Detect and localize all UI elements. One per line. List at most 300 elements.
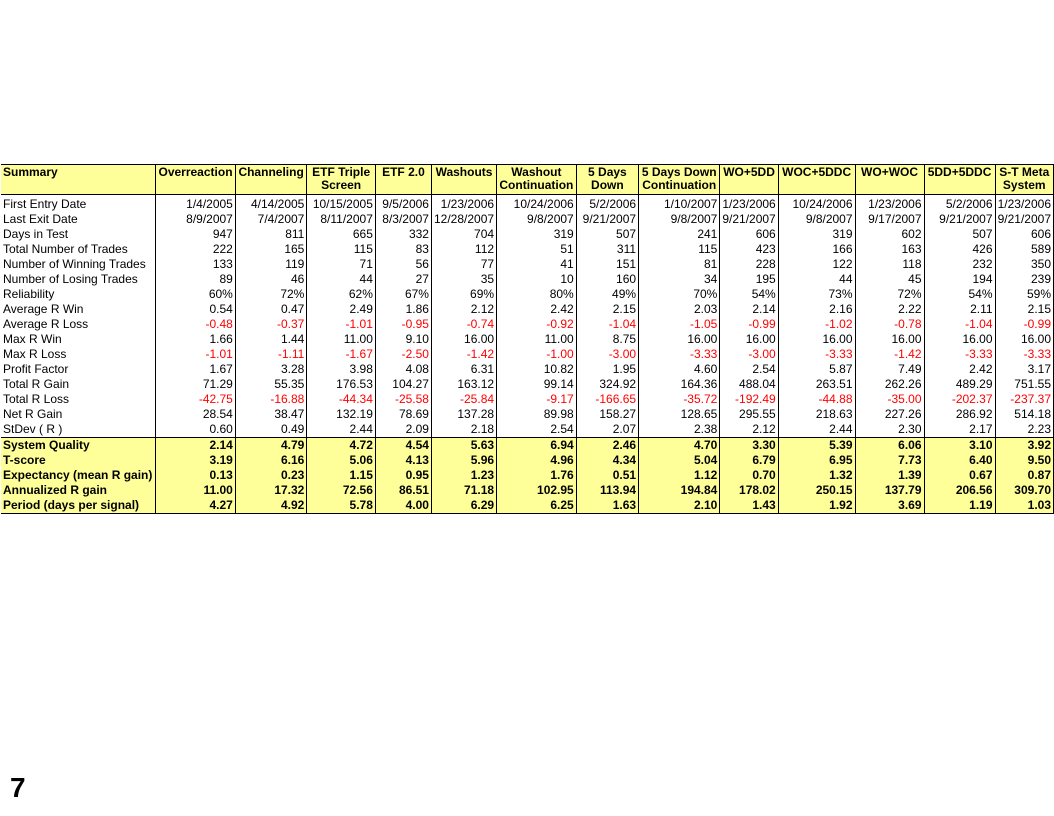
- metric-value: 1.23: [431, 468, 496, 483]
- metric-value: 311: [576, 242, 638, 257]
- metric-value: 113.94: [576, 483, 638, 498]
- metric-value: -3.33: [778, 347, 855, 362]
- metric-value: -16.88: [235, 392, 307, 407]
- metric-value: 4.72: [307, 438, 376, 454]
- column-header: [497, 165, 577, 195]
- metric-value: 55.35: [235, 377, 307, 392]
- metric-value: 5.04: [639, 453, 720, 468]
- metric-value: 165: [235, 242, 307, 257]
- metric-value: 488.04: [720, 377, 778, 392]
- metric-value: 1.12: [639, 468, 720, 483]
- metric-value: -166.65: [576, 392, 638, 407]
- metric-value: 1/23/2006: [995, 195, 1053, 213]
- metric-value: 77: [431, 257, 496, 272]
- metric-value: 1/23/2006: [855, 195, 924, 213]
- metric-value: 54%: [720, 287, 778, 302]
- metric-value: 9/8/2007: [639, 212, 720, 227]
- metric-value: 228: [720, 257, 778, 272]
- metric-label: Max R Loss: [1, 347, 156, 362]
- metric-value: 1.76: [497, 468, 577, 483]
- metric-value: 12/28/2007: [431, 212, 496, 227]
- metric-value: 164.36: [639, 377, 720, 392]
- metric-value: 9/5/2006: [375, 195, 431, 213]
- metric-value: -1.04: [924, 317, 995, 332]
- metric-value: 118: [855, 257, 924, 272]
- metric-value: 606: [720, 227, 778, 242]
- metric-value: 5.06: [307, 453, 376, 468]
- column-header-line: Overreaction: [158, 165, 233, 179]
- metric-value: 423: [720, 242, 778, 257]
- metric-value: 16.00: [924, 332, 995, 347]
- metric-value: 112: [431, 242, 496, 257]
- metric-value: -25.84: [431, 392, 496, 407]
- metric-value: 44: [307, 272, 376, 287]
- metric-label: Days in Test: [1, 227, 156, 242]
- metric-value: 4.34: [576, 453, 638, 468]
- column-header: [778, 165, 855, 195]
- metric-value: 72.56: [307, 483, 376, 498]
- metric-value: 163: [855, 242, 924, 257]
- metric-value: 2.15: [995, 302, 1053, 317]
- metric-value: 324.92: [576, 377, 638, 392]
- metric-value: -0.92: [497, 317, 577, 332]
- metric-value: 1/23/2006: [431, 195, 496, 213]
- metric-value: -25.58: [375, 392, 431, 407]
- metric-value: 232: [924, 257, 995, 272]
- metric-value: 751.55: [995, 377, 1053, 392]
- column-header-line: System: [1002, 178, 1046, 192]
- metric-value: -3.33: [995, 347, 1053, 362]
- metric-value: 2.46: [576, 438, 638, 454]
- metric-value: 3.19: [156, 453, 236, 468]
- metric-value: 71.18: [431, 483, 496, 498]
- metric-value: 44: [778, 272, 855, 287]
- table-body: [1, 195, 1054, 514]
- metric-value: -1.04: [576, 317, 638, 332]
- metric-row: [1, 242, 1054, 257]
- metric-value: -44.88: [778, 392, 855, 407]
- metric-value: 6.25: [497, 498, 577, 514]
- metric-label: Max R Win: [1, 332, 156, 347]
- metric-value: 115: [639, 242, 720, 257]
- metric-value: -3.00: [720, 347, 778, 362]
- metric-value: -1.01: [307, 317, 376, 332]
- metric-value: 16.00: [639, 332, 720, 347]
- metric-value: 160: [576, 272, 638, 287]
- metric-value: -0.78: [855, 317, 924, 332]
- metric-value: -0.37: [235, 317, 307, 332]
- metric-value: 72%: [235, 287, 307, 302]
- metric-value: 507: [924, 227, 995, 242]
- column-header-line: Down: [591, 178, 624, 192]
- metric-value: 9/8/2007: [778, 212, 855, 227]
- column-header-line: WO+5DD: [723, 165, 775, 179]
- metric-value: -1.42: [431, 347, 496, 362]
- column-header-line: Continuation: [642, 178, 717, 192]
- metric-value: 2.42: [497, 302, 577, 317]
- metric-label: Total R Loss: [1, 392, 156, 407]
- metric-value: 17.32: [235, 483, 307, 498]
- metric-label: Annualized R gain: [1, 483, 156, 498]
- metric-value: 606: [995, 227, 1053, 242]
- metric-value: 239: [995, 272, 1053, 287]
- metric-value: 263.51: [778, 377, 855, 392]
- metric-value: 122: [778, 257, 855, 272]
- column-header-line: S-T Meta: [999, 165, 1050, 179]
- metric-label: System Quality: [1, 438, 156, 454]
- metric-value: 8/9/2007: [156, 212, 236, 227]
- metric-value: 4.54: [375, 438, 431, 454]
- metric-value: 6.29: [431, 498, 496, 514]
- metric-value: 8.75: [576, 332, 638, 347]
- metric-value: 589: [995, 242, 1053, 257]
- metric-value: -2.50: [375, 347, 431, 362]
- column-header-line: Screen: [321, 178, 362, 192]
- metric-label: Total R Gain: [1, 377, 156, 392]
- metric-value: 9/21/2007: [720, 212, 778, 227]
- metric-row: [1, 347, 1054, 362]
- metric-value: 60%: [156, 287, 236, 302]
- metric-value: 73%: [778, 287, 855, 302]
- metric-value: 9/17/2007: [855, 212, 924, 227]
- metric-label: Expectancy (mean R gain): [1, 468, 156, 483]
- header-row: [1, 165, 1054, 195]
- metric-value: 3.10: [924, 438, 995, 454]
- metric-row: [1, 212, 1054, 227]
- metric-value: 2.15: [576, 302, 638, 317]
- metric-value: 89.98: [497, 407, 577, 422]
- metric-value: 194: [924, 272, 995, 287]
- metric-value: 350: [995, 257, 1053, 272]
- metric-value: -202.37: [924, 392, 995, 407]
- metric-value: 7.49: [855, 362, 924, 377]
- metric-value: 1/23/2006: [720, 195, 778, 213]
- metric-value: 2.54: [720, 362, 778, 377]
- metric-value: 6.40: [924, 453, 995, 468]
- metric-value: 27: [375, 272, 431, 287]
- metric-value: 38.47: [235, 407, 307, 422]
- metric-value: 16.00: [778, 332, 855, 347]
- metric-value: 67%: [375, 287, 431, 302]
- column-header: [307, 165, 376, 195]
- metric-row: [1, 362, 1054, 377]
- metric-value: 7/4/2007: [235, 212, 307, 227]
- metric-value: 262.26: [855, 377, 924, 392]
- metric-row: [1, 257, 1054, 272]
- metric-label: Number of Winning Trades: [1, 257, 156, 272]
- metric-value: 0.47: [235, 302, 307, 317]
- metric-value: 241: [639, 227, 720, 242]
- metric-value: 704: [431, 227, 496, 242]
- metric-value: 5/2/2006: [924, 195, 995, 213]
- metric-value: 0.60: [156, 422, 236, 438]
- metric-row: [1, 422, 1054, 438]
- column-header: [720, 165, 778, 195]
- metric-value: 6.79: [720, 453, 778, 468]
- metric-value: -1.00: [497, 347, 577, 362]
- metric-value: 78.69: [375, 407, 431, 422]
- metric-value: 2.54: [497, 422, 577, 438]
- metric-value: 71.29: [156, 377, 236, 392]
- metric-value: 2.11: [924, 302, 995, 317]
- metric-value: 0.70: [720, 468, 778, 483]
- metric-value: 218.63: [778, 407, 855, 422]
- metric-row: [1, 302, 1054, 317]
- metric-value: 227.26: [855, 407, 924, 422]
- metric-row: [1, 392, 1054, 407]
- metric-value: 11.00: [307, 332, 376, 347]
- metric-value: 0.67: [924, 468, 995, 483]
- metric-value: 176.53: [307, 377, 376, 392]
- metric-value: 2.10: [639, 498, 720, 514]
- metric-value: 10/24/2006: [497, 195, 577, 213]
- metric-value: -0.95: [375, 317, 431, 332]
- metric-value: 133: [156, 257, 236, 272]
- metric-value: 0.13: [156, 468, 236, 483]
- metric-value: 5.96: [431, 453, 496, 468]
- metric-label: Average R Win: [1, 302, 156, 317]
- metric-value: 2.44: [778, 422, 855, 438]
- metric-value: 602: [855, 227, 924, 242]
- metric-value: 5.63: [431, 438, 496, 454]
- metric-row: [1, 317, 1054, 332]
- metric-value: 99.14: [497, 377, 577, 392]
- metric-value: 137.28: [431, 407, 496, 422]
- metric-value: -3.33: [924, 347, 995, 362]
- metric-value: 2.14: [156, 438, 236, 454]
- metric-row: [1, 287, 1054, 302]
- metric-value: 2.22: [855, 302, 924, 317]
- column-header: [375, 165, 431, 195]
- metric-value: 80%: [497, 287, 577, 302]
- metric-value: 49%: [576, 287, 638, 302]
- summary-table: [1, 164, 1054, 514]
- metric-value: 1.67: [156, 362, 236, 377]
- metric-value: 0.51: [576, 468, 638, 483]
- metric-value: 45: [855, 272, 924, 287]
- metric-value: 2.12: [720, 422, 778, 438]
- metric-label: Net R Gain: [1, 407, 156, 422]
- metric-value: 9/8/2007: [497, 212, 577, 227]
- column-header: [639, 165, 720, 195]
- metric-label: Last Exit Date: [1, 212, 156, 227]
- metric-value: -0.74: [431, 317, 496, 332]
- metric-value: 4.13: [375, 453, 431, 468]
- metric-label: Profit Factor: [1, 362, 156, 377]
- metric-value: 10: [497, 272, 577, 287]
- metric-value: 2.38: [639, 422, 720, 438]
- metric-value: 2.23: [995, 422, 1053, 438]
- metric-value: 62%: [307, 287, 376, 302]
- metric-value: 11.00: [156, 483, 236, 498]
- metric-value: 119: [235, 257, 307, 272]
- metric-value: 6.16: [235, 453, 307, 468]
- metric-value: 9/21/2007: [995, 212, 1053, 227]
- metric-value: 206.56: [924, 483, 995, 498]
- metric-label: StDev ( R ): [1, 422, 156, 438]
- metric-value: 4.70: [639, 438, 720, 454]
- metric-value: 6.06: [855, 438, 924, 454]
- quality-metric-row: [1, 453, 1054, 468]
- slide-number: 7: [10, 772, 26, 803]
- metric-value: -0.48: [156, 317, 236, 332]
- metric-value: 4.08: [375, 362, 431, 377]
- metric-value: 1.39: [855, 468, 924, 483]
- metric-value: -0.99: [720, 317, 778, 332]
- column-header-summary: [1, 165, 156, 195]
- metric-value: -1.02: [778, 317, 855, 332]
- quality-metric-row: [1, 498, 1054, 514]
- metric-value: 71: [307, 257, 376, 272]
- metric-value: 4/14/2005: [235, 195, 307, 213]
- metric-value: 2.03: [639, 302, 720, 317]
- metric-value: 4.92: [235, 498, 307, 514]
- column-header-line: 5 Days Down: [641, 165, 717, 179]
- column-header-line: 5 Days: [588, 165, 627, 179]
- metric-value: 34: [639, 272, 720, 287]
- metric-value: 178.02: [720, 483, 778, 498]
- metric-value: -237.37: [995, 392, 1053, 407]
- metric-value: 132.19: [307, 407, 376, 422]
- metric-value: 0.23: [235, 468, 307, 483]
- column-header-line: ETF Triple: [312, 165, 371, 179]
- metric-value: 4.60: [639, 362, 720, 377]
- metric-value: 2.09: [375, 422, 431, 438]
- metric-value: 1.03: [995, 498, 1053, 514]
- metric-value: 309.70: [995, 483, 1053, 498]
- column-header-line: Continuation: [499, 178, 574, 192]
- metric-value: 59%: [995, 287, 1053, 302]
- metric-value: 6.94: [497, 438, 577, 454]
- metric-value: 102.95: [497, 483, 577, 498]
- metric-value: 2.44: [307, 422, 376, 438]
- metric-label: Period (days per signal): [1, 498, 156, 514]
- metric-value: 1.44: [235, 332, 307, 347]
- metric-value: 83: [375, 242, 431, 257]
- column-header: [924, 165, 995, 195]
- metric-row: [1, 195, 1054, 213]
- metric-value: 86.51: [375, 483, 431, 498]
- metric-value: 104.27: [375, 377, 431, 392]
- metric-value: 1.15: [307, 468, 376, 483]
- column-header-line: WO+WOC: [861, 165, 919, 179]
- column-header-line: ETF 2.0: [382, 165, 425, 179]
- metric-value: -35.72: [639, 392, 720, 407]
- metric-value: 0.49: [235, 422, 307, 438]
- metric-value: 6.95: [778, 453, 855, 468]
- metric-value: 9.10: [375, 332, 431, 347]
- metric-value: 3.17: [995, 362, 1053, 377]
- metric-value: 137.79: [855, 483, 924, 498]
- metric-value: 947: [156, 227, 236, 242]
- metric-value: 489.29: [924, 377, 995, 392]
- column-header-line: Washout: [511, 165, 562, 179]
- column-header: [156, 165, 236, 195]
- metric-label: Reliability: [1, 287, 156, 302]
- column-header: [576, 165, 638, 195]
- metric-value: 158.27: [576, 407, 638, 422]
- metric-value: -42.75: [156, 392, 236, 407]
- metric-value: 11.00: [497, 332, 577, 347]
- metric-row: [1, 227, 1054, 242]
- metric-value: 665: [307, 227, 376, 242]
- metric-value: 286.92: [924, 407, 995, 422]
- metric-value: 507: [576, 227, 638, 242]
- metric-value: 10.82: [497, 362, 577, 377]
- metric-value: 3.28: [235, 362, 307, 377]
- metric-value: 2.17: [924, 422, 995, 438]
- metric-value: -3.33: [639, 347, 720, 362]
- metric-value: 7.73: [855, 453, 924, 468]
- metric-value: 514.18: [995, 407, 1053, 422]
- metric-value: 166: [778, 242, 855, 257]
- metric-value: 2.14: [720, 302, 778, 317]
- metric-value: -192.49: [720, 392, 778, 407]
- metric-value: 56: [375, 257, 431, 272]
- metric-value: 16.00: [720, 332, 778, 347]
- metric-value: 4.79: [235, 438, 307, 454]
- metric-row: [1, 407, 1054, 422]
- column-header: [431, 165, 496, 195]
- metric-value: 2.18: [431, 422, 496, 438]
- column-header-line: 5DD+5DDC: [927, 165, 992, 179]
- metric-value: 1.86: [375, 302, 431, 317]
- metric-value: 0.54: [156, 302, 236, 317]
- metric-value: 16.00: [995, 332, 1053, 347]
- metric-value: -1.01: [156, 347, 236, 362]
- metric-value: 10/24/2006: [778, 195, 855, 213]
- metric-value: 195: [720, 272, 778, 287]
- metric-value: 811: [235, 227, 307, 242]
- metric-value: 9/21/2007: [576, 212, 638, 227]
- metric-value: 9.50: [995, 453, 1053, 468]
- metric-value: -9.17: [497, 392, 577, 407]
- metric-value: 0.87: [995, 468, 1053, 483]
- metric-value: 250.15: [778, 483, 855, 498]
- metric-value: -1.67: [307, 347, 376, 362]
- metric-row: [1, 332, 1054, 347]
- metric-value: 16.00: [431, 332, 496, 347]
- metric-value: 6.31: [431, 362, 496, 377]
- column-header: [855, 165, 924, 195]
- column-header: [995, 165, 1053, 195]
- metric-value: 1/10/2007: [639, 195, 720, 213]
- metric-value: -1.11: [235, 347, 307, 362]
- metric-value: 426: [924, 242, 995, 257]
- metric-value: 222: [156, 242, 236, 257]
- metric-value: 5.78: [307, 498, 376, 514]
- metric-value: -0.99: [995, 317, 1053, 332]
- metric-value: 0.95: [375, 468, 431, 483]
- metric-value: 163.12: [431, 377, 496, 392]
- column-header-line: Channeling: [238, 165, 304, 179]
- metric-value: 35: [431, 272, 496, 287]
- metric-value: 1.95: [576, 362, 638, 377]
- metric-value: 4.96: [497, 453, 577, 468]
- metric-value: 70%: [639, 287, 720, 302]
- quality-metric-row: [1, 483, 1054, 498]
- metric-value: 5.39: [778, 438, 855, 454]
- metric-value: -3.00: [576, 347, 638, 362]
- metric-value: 1.63: [576, 498, 638, 514]
- metric-value: -1.42: [855, 347, 924, 362]
- metric-value: 115: [307, 242, 376, 257]
- metric-value: 295.55: [720, 407, 778, 422]
- column-header: [235, 165, 307, 195]
- column-header-line: Washouts: [435, 165, 493, 179]
- quality-metric-row: [1, 468, 1054, 483]
- metric-value: 2.07: [576, 422, 638, 438]
